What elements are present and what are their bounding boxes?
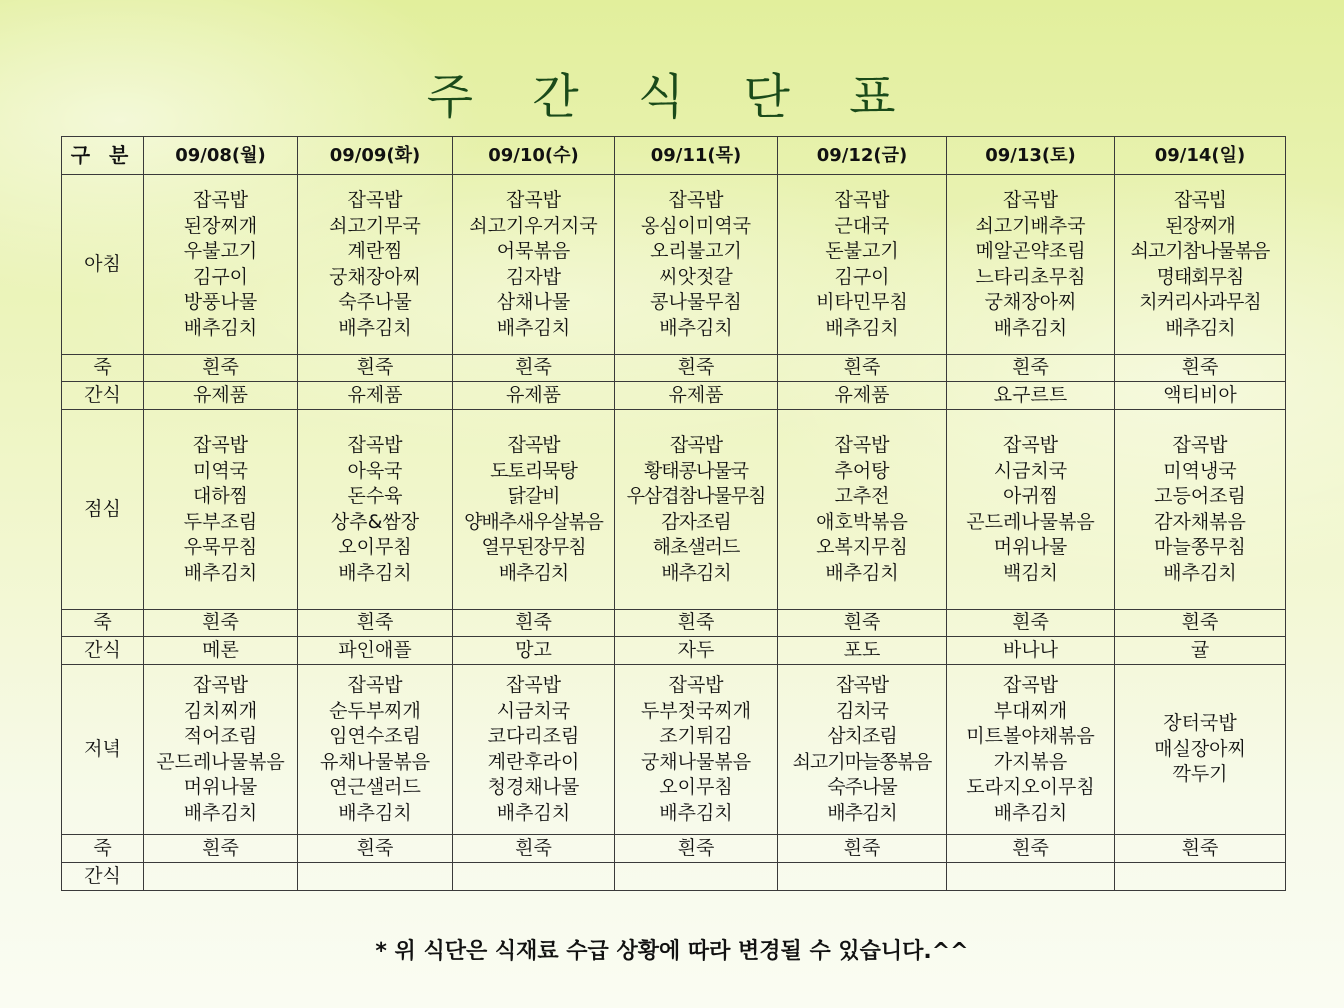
dish-item: 치커리사과무침 (1139, 291, 1261, 313)
porridge-cell: 흰죽 (1115, 355, 1286, 382)
dish-item: 잡곡밥 (668, 674, 724, 696)
dish-item: 도라지오이무침 (966, 776, 1095, 798)
menu-row (62, 665, 1286, 835)
dish-item: 배추김치 (825, 561, 899, 584)
dish-item: 연근샐러드 (329, 776, 421, 798)
meal-label: 저녁 (62, 665, 144, 835)
meal-cell (1115, 175, 1286, 355)
dish-item: 마늘쫑무침 (1154, 536, 1246, 558)
meal-cell (144, 665, 298, 835)
dish-item: 백김치 (1002, 561, 1059, 584)
dish-item: 잡곡빕 (1173, 189, 1227, 211)
dish-item: 우불고기 (183, 240, 258, 262)
snack-cell: 바나나 (947, 637, 1115, 665)
dish-item: 시금치국 (993, 459, 1068, 482)
dish-item: 궁채장아찌 (984, 291, 1077, 313)
meal-cell (615, 175, 778, 355)
dish-item: 어묵볶음 (496, 240, 571, 262)
dish-item: 배추김치 (993, 801, 1068, 824)
dish-item: 닭갈비 (507, 485, 560, 507)
dish-item: 잡곡밥 (669, 434, 723, 456)
porridge-cell: 흰죽 (947, 355, 1115, 382)
dish-item: 임연수조림 (329, 725, 421, 747)
day-header: 09/08(월) (144, 137, 298, 175)
dish-item: 잡곡밥 (347, 189, 403, 211)
meal-label: 죽 (62, 610, 144, 637)
dish-item: 배추김치 (825, 316, 899, 339)
dish-item: 잡곡밥 (1172, 434, 1228, 456)
dish-item: 우삼겹참나물무침 (626, 485, 766, 507)
dish-item: 미역냉국 (1163, 459, 1237, 482)
dish-item: 잡곡밥 (1002, 189, 1059, 211)
dish-item: 조기튀김 (659, 725, 733, 747)
snack-cell: 유제품 (298, 382, 453, 410)
dish-item: 잡곡밥 (505, 189, 562, 211)
dish-item: 고등어조림 (1154, 485, 1246, 507)
menu-row (62, 637, 1286, 665)
day-header: 09/13(토) (947, 137, 1115, 175)
dish-item: 잡곡밥 (668, 189, 724, 211)
snack-cell: 귤 (1115, 637, 1286, 665)
dish-item: 매실장아찌 (1154, 737, 1246, 760)
meal-cell (947, 410, 1115, 610)
dish-item: 곤드레나물볶음 (966, 510, 1095, 533)
dish-item: 추어탕 (834, 459, 890, 482)
snack-cell: 요구르트 (947, 382, 1115, 410)
meal-cell (453, 410, 615, 610)
dish-item: 김치국 (835, 699, 889, 722)
dish-item: 시금치국 (496, 699, 571, 722)
porridge-cell: 흰죽 (144, 355, 298, 382)
dish-item: 쇠고기참나물볶음 (1130, 240, 1270, 262)
dish-item: 적어조림 (183, 725, 258, 747)
snack-cell (453, 863, 615, 891)
dish-item: 고추전 (834, 485, 890, 507)
porridge-cell: 흰죽 (453, 835, 615, 863)
menu-row (62, 410, 1286, 610)
dish-item: 옹심이미역국 (640, 214, 752, 237)
day-header: 09/10(수) (453, 137, 615, 175)
snack-cell: 포도 (778, 637, 947, 665)
meal-cell (298, 665, 453, 835)
porridge-cell: 흰죽 (947, 835, 1115, 863)
dish-item: 부대찌개 (993, 699, 1068, 722)
category-header: 구 분 (62, 137, 144, 175)
snack-cell: 메론 (144, 637, 298, 665)
dish-item: 감자채볶음 (1154, 510, 1246, 533)
porridge-cell: 흰죽 (615, 610, 778, 637)
dish-item: 잡곡밥 (192, 674, 249, 696)
meal-cell (778, 175, 947, 355)
dish-item: 두부젓국찌개 (640, 699, 752, 722)
dish-item: 된장찌개 (1165, 214, 1235, 237)
dish-item: 오이무침 (659, 776, 733, 798)
dish-item: 돈불고기 (825, 240, 899, 262)
footnote: * 위 식단은 식재료 수급 상황에 따라 변경될 수 있습니다.^^ (375, 939, 969, 964)
dish-item: 미역국 (192, 459, 249, 482)
meal-cell (615, 665, 778, 835)
dish-item: 잡곡밥 (347, 434, 403, 456)
meal-cell (144, 175, 298, 355)
dish-item: 느타리초무침 (975, 265, 1086, 288)
dish-item: 방풍나물 (183, 291, 258, 313)
menu-row (62, 355, 1286, 382)
dish-item: 배추김치 (661, 561, 731, 584)
dish-item: 미트볼야채볶음 (966, 725, 1095, 747)
dish-item: 계란찜 (347, 240, 403, 262)
meal-cell (1115, 665, 1286, 835)
porridge-cell: 흰죽 (778, 355, 947, 382)
dish-item: 궁채나물볶음 (640, 750, 752, 773)
dish-item: 양배추새우살볶음 (464, 510, 603, 533)
meal-cell (947, 175, 1115, 355)
dish-item: 배추김치 (496, 801, 571, 824)
meal-label: 간식 (62, 863, 144, 891)
snack-cell (615, 863, 778, 891)
dish-item: 우묵무침 (183, 536, 258, 558)
meal-label: 간식 (62, 637, 144, 665)
meal-cell (947, 665, 1115, 835)
porridge-cell: 흰죽 (298, 835, 453, 863)
meal-cell (453, 665, 615, 835)
dish-item: 쇠고기마늘쫑볶음 (792, 750, 932, 773)
snack-cell: 자두 (615, 637, 778, 665)
dish-item: 대하찜 (192, 485, 249, 507)
dish-item: 애호박볶음 (816, 510, 908, 533)
dish-item: 두부조림 (183, 510, 258, 533)
dish-item: 된장찌개 (183, 214, 258, 237)
dish-item: 청경채나물 (487, 776, 580, 798)
meal-cell (1115, 410, 1286, 610)
dish-item: 쇠고기우거지국 (469, 214, 598, 237)
dish-item: 배추김치 (183, 561, 258, 584)
dish-item: 메알곤약조림 (975, 240, 1086, 262)
page-title: 주 간 식 단 표 (426, 69, 918, 125)
dish-item: 잡곡밥 (1002, 674, 1059, 696)
dish-item: 콩나물무침 (650, 291, 742, 313)
dish-item: 김구이 (834, 265, 890, 288)
porridge-cell: 흰죽 (947, 610, 1115, 637)
meal-cell (298, 175, 453, 355)
porridge-cell: 흰죽 (1115, 835, 1286, 863)
dish-item: 배추김치 (338, 316, 412, 339)
dish-item: 배추김치 (659, 801, 733, 824)
day-header: 09/09(화) (298, 137, 453, 175)
menu-row (62, 863, 1286, 891)
dish-item: 궁채장아찌 (329, 265, 421, 288)
porridge-cell: 흰죽 (615, 355, 778, 382)
day-header: 09/11(목) (615, 137, 778, 175)
meal-cell (778, 665, 947, 835)
porridge-cell: 흰죽 (453, 610, 615, 637)
dish-item: 삼치조림 (827, 725, 897, 747)
dish-item: 잡곡밥 (505, 674, 562, 696)
menu-body (62, 175, 1286, 891)
porridge-cell: 흰죽 (298, 610, 453, 637)
porridge-cell: 흰죽 (615, 835, 778, 863)
snack-cell: 파인애플 (298, 637, 453, 665)
dish-item: 가지볶음 (993, 750, 1068, 773)
dish-item: 도토리묵탕 (490, 459, 577, 482)
meal-cell (615, 410, 778, 610)
dish-item: 감자조림 (661, 510, 731, 533)
meal-label: 죽 (62, 835, 144, 863)
dish-item: 계란후라이 (487, 750, 580, 773)
porridge-cell: 흰죽 (1115, 610, 1286, 637)
dish-item: 아욱국 (347, 459, 403, 482)
dish-item: 배추김치 (659, 316, 733, 339)
meal-label: 점심 (62, 410, 144, 610)
dish-item: 배추김치 (338, 561, 412, 584)
dish-item: 곤드레나물볶음 (156, 750, 285, 773)
snack-cell: 유제품 (778, 382, 947, 410)
dish-item: 배추김치 (1163, 561, 1237, 584)
dish-item: 잡곡밥 (834, 189, 890, 211)
weekly-menu-table (61, 136, 1286, 891)
snack-cell: 액티비아 (1115, 382, 1286, 410)
menu-row (62, 382, 1286, 410)
dish-item: 김구이 (192, 265, 249, 288)
porridge-cell: 흰죽 (298, 355, 453, 382)
snack-cell: 망고 (453, 637, 615, 665)
dish-item: 명태회무침 (1156, 265, 1244, 288)
menu-row (62, 610, 1286, 637)
dish-item: 배추김치 (993, 316, 1068, 339)
dish-item: 김치찌개 (183, 699, 258, 722)
dish-item: 잡곡밥 (192, 189, 249, 211)
dish-item: 장터국밥 (1163, 712, 1237, 735)
day-header: 09/12(금) (778, 137, 947, 175)
snack-cell (1115, 863, 1286, 891)
meal-cell (298, 410, 453, 610)
porridge-cell: 흰죽 (144, 610, 298, 637)
meal-label: 간식 (62, 382, 144, 410)
meal-label: 죽 (62, 355, 144, 382)
meal-cell (778, 410, 947, 610)
porridge-cell: 흰죽 (453, 355, 615, 382)
meal-cell (453, 175, 615, 355)
dish-item: 잡곡밥 (192, 434, 249, 456)
snack-cell (298, 863, 453, 891)
dish-item: 유채나물볶음 (319, 750, 431, 773)
snack-cell (778, 863, 947, 891)
dish-item: 머위나물 (993, 536, 1068, 558)
dish-item: 머위나물 (183, 776, 258, 798)
dish-item: 쇠고기무국 (329, 214, 421, 237)
dish-item: 코다리조림 (487, 725, 580, 747)
snack-cell (947, 863, 1115, 891)
header-row (62, 137, 1286, 175)
porridge-cell: 흰죽 (778, 835, 947, 863)
dish-item: 상추&쌈장 (330, 510, 420, 533)
dish-item: 잡곡밥 (834, 434, 890, 456)
dish-item: 배추김치 (498, 561, 569, 584)
dish-item: 근대국 (834, 214, 890, 237)
dish-item: 잡곡밥 (1002, 434, 1059, 456)
snack-cell: 유제품 (144, 382, 298, 410)
dish-item: 황태콩나물국 (643, 459, 749, 482)
dish-item: 오리불고기 (650, 240, 742, 262)
snack-cell: 유제품 (453, 382, 615, 410)
dish-item: 배추김치 (183, 316, 258, 339)
dish-item: 오복지무침 (816, 536, 908, 558)
meal-cell (144, 410, 298, 610)
dish-item: 열무된장무침 (481, 536, 586, 558)
dish-item: 오이무침 (338, 536, 412, 558)
dish-item: 배추김치 (496, 316, 571, 339)
dish-item: 숙주나물 (827, 776, 897, 798)
dish-item: 숙주나물 (338, 291, 412, 313)
dish-item: 잡곡밥 (835, 674, 889, 696)
dish-item: 아귀찜 (1002, 485, 1059, 507)
snack-cell: 유제품 (615, 382, 778, 410)
dish-item: 배추김치 (338, 801, 412, 824)
dish-item: 깍두기 (1172, 763, 1228, 786)
dish-item: 순두부찌개 (329, 699, 421, 722)
dish-item: 씨앗젓갈 (659, 265, 733, 288)
day-header: 09/14(일) (1115, 137, 1286, 175)
snack-cell (144, 863, 298, 891)
menu-row (62, 835, 1286, 863)
menu-row (62, 175, 1286, 355)
dish-item: 배추김치 (183, 801, 258, 824)
meal-label: 아침 (62, 175, 144, 355)
dish-item: 김자밥 (505, 265, 562, 288)
dish-item: 배추김치 (827, 801, 897, 824)
dish-item: 쇠고기배추국 (975, 214, 1086, 237)
dish-item: 돈수육 (347, 485, 403, 507)
dish-item: 잡곡밥 (507, 434, 560, 456)
dish-item: 삼채나물 (496, 291, 571, 313)
porridge-cell: 흰죽 (778, 610, 947, 637)
porridge-cell: 흰죽 (144, 835, 298, 863)
dish-item: 해초샐러드 (652, 536, 740, 558)
dish-item: 잡곡밥 (347, 674, 403, 696)
dish-item: 비타민무침 (816, 291, 908, 313)
dish-item: 배추김치 (1165, 316, 1235, 339)
